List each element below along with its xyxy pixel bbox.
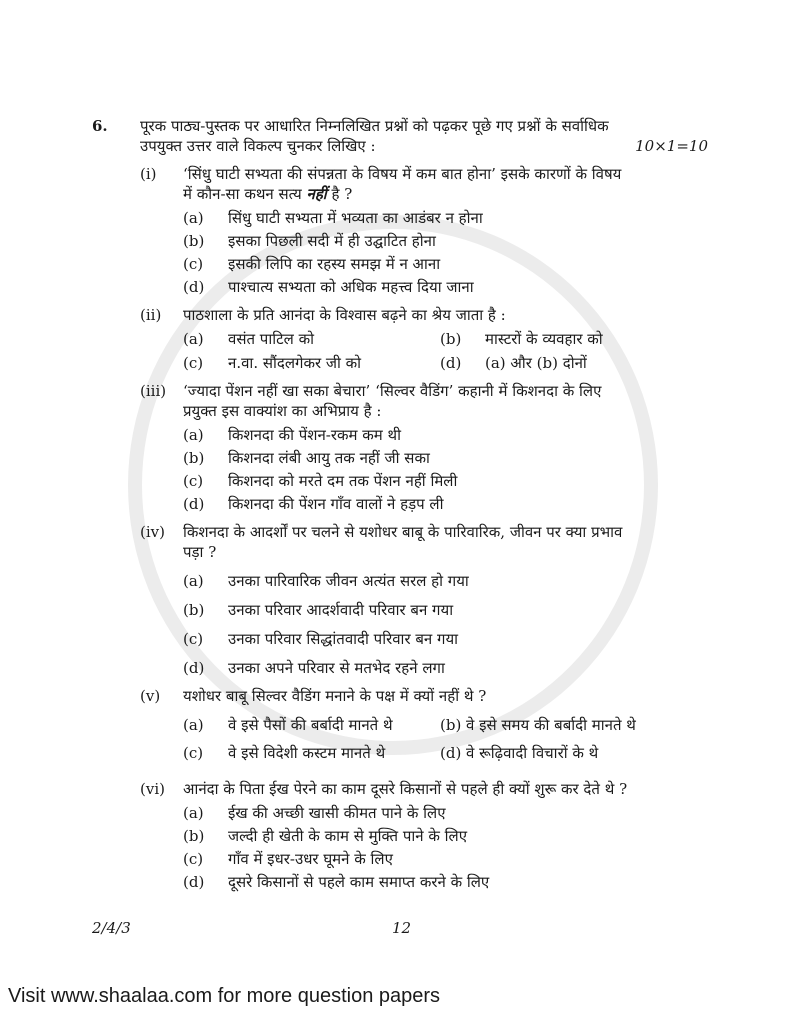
option-label: (b) [183,449,205,467]
sub-number: (i) [140,165,157,183]
option-label: (b) [183,827,205,845]
question-6 [92,116,708,892]
option-text: उनका अपने परिवार से मतभेद रहने लगा [228,659,445,677]
option [183,254,708,274]
option [440,329,708,349]
option-text: सिंधु घाटी सभ्यता में भव्यता का आडंबर न होना [228,209,483,227]
option [183,425,708,445]
sub-text: ‘सिंधु घाटी सभ्यता की संपन्नता के विषय में कम बात होना’ इसके कारणों के विषय [183,165,622,183]
option-text: किशनदा लंबी आयु तक नहीं जी सका [228,449,430,467]
option-label: (d) [183,495,205,513]
question-text-line1: पूरक पाठ्य-पुस्तक पर आधारित निम्नलिखित प्रश्नों को पढ़कर पूछे गए प्रश्नों के सर्वाधिक [140,117,609,135]
option [183,571,708,591]
option [440,353,708,373]
option-text: मास्टरों के व्यवहार को [485,330,603,348]
option-label: (d) [440,744,462,762]
option [183,629,708,649]
option-label: (b) [183,601,205,619]
option [183,826,708,846]
option-text: उनका पारिवारिक जीवन अत्यंत सरल हो गया [228,572,469,590]
option [183,715,440,735]
sub-text: में कौन-सा कथन सत्य नहीं है ? [183,185,353,203]
sub-text: पाठशाला के प्रति आनंदा के विश्वास बढ़ने का श्रेय जाता है : [183,306,506,324]
option [183,658,708,678]
option-text: वे इसे पैसों की बर्बादी मानते थे [228,716,393,734]
option [183,329,440,349]
option-label: (d) [183,873,205,891]
sub-text: किशनदा के आदर्शों पर चलने से यशोधर बाबू के पारिवारिक, जीवन पर क्या प्रभाव [183,523,623,541]
sub-number: (v) [140,687,161,705]
option-label: (c) [183,354,204,372]
option [183,743,440,763]
option-text: इसकी लिपि का रहस्य समझ में न आना [228,255,441,273]
option-text: जल्दी ही खेती के काम से मुक्ति पाने के लिए [228,827,467,845]
visit-link[interactable]: Visit www.shaalaa.com for more question papers [8,985,441,1007]
sub-question-iv [140,522,708,678]
option-text: उनका परिवार सिद्धांतवादी परिवार बन गया [228,630,459,648]
sub-question-ii [140,305,708,373]
option-label: (b) [183,232,205,250]
sub-text: पड़ा ? [183,543,217,561]
option [183,803,708,823]
option-text: उनका परिवार आदर्शवादी परिवार बन गया [228,601,454,619]
option [183,277,708,297]
option-label: (b) [440,330,462,348]
option-text: ईख की अच्छी खासी कीमत पाने के लिए [228,804,446,822]
sub-text: आनंदा के पिता ईख पेरने का काम दूसरे किसानों से पहले ही क्यों शुरू कर देते थे ? [183,780,628,798]
option [183,208,708,228]
option-text: गाँव में इधर-उधर घूमने के लिए [228,850,393,868]
option-label: (a) [183,209,204,227]
question-number: 6. [92,117,108,135]
option [183,471,708,491]
option [183,494,708,514]
option-label: (c) [183,255,204,273]
option-label: (b) [440,716,462,734]
option-text: किशनदा की पेंशन-रकम कम थी [228,426,401,444]
option-text: वे रूढ़िवादी विचारों के थे [466,744,599,762]
option-text: वे इसे विदेशी कस्टम मानते थे [228,744,386,762]
option-label: (a) [183,804,204,822]
option [183,872,708,892]
page-number: 12 [392,919,412,937]
option-label: (d) [440,354,462,372]
option-label: (a) [183,426,204,444]
option [183,353,440,373]
option-label: (d) [183,278,205,296]
option-label: (d) [183,659,205,677]
option-text: पाश्चात्य सभ्यता को अधिक महत्त्व दिया जाना [228,278,474,296]
option-label: (c) [183,850,204,868]
option [440,743,708,763]
sub-number: (ii) [140,306,162,324]
option [183,849,708,869]
sub-text: यशोधर बाबू सिल्वर वैडिंग मनाने के पक्ष में क्यों नहीं थे ? [183,687,487,705]
option-text: न.वा. सौंदलगेकर जी को [228,354,362,372]
sub-text: प्रयुक्त इस वाक्यांश का अभिप्राय है : [183,402,382,420]
sub-number: (iv) [140,523,165,541]
option-label: (a) [183,716,204,734]
question-text-line2: उपयुक्त उत्तर वाले विकल्प चुनकर लिखिए : [140,137,376,155]
page-footer [92,918,708,938]
sub-number: (iii) [140,382,167,400]
option-text: इसका पिछली सदी में ही उद्घाटित होना [228,232,436,250]
sub-number: (vi) [140,780,165,798]
question-marks: 10×1=10 [635,137,708,155]
sub-question-vi [140,779,708,892]
option-label: (c) [183,744,204,762]
option-label: (a) [183,572,204,590]
sub-question-i [140,164,708,297]
option [183,231,708,251]
option [183,600,708,620]
option-text: किशनदा को मरते दम तक पेंशन नहीं मिली [228,472,458,490]
option-text: किशनदा की पेंशन गाँव वालों ने हड़प ली [228,495,444,513]
option-text: दूसरे किसानों से पहले काम समाप्त करने के लिए [228,873,490,891]
sub-question-iii [140,381,708,514]
option-text: वसंत पाटिल को [228,330,314,348]
sub-question-v [140,686,708,763]
option-text: (a) और (b) दोनों [485,354,587,372]
option-label: (c) [183,630,204,648]
paper-code: 2/4/3 [92,919,131,937]
option-label: (a) [183,330,204,348]
sub-text: ‘ज्यादा पेंशन नहीं खा सका बेचारा’ ‘सिल्वर वैडिंग’ कहानी में किशनदा के लिए [183,382,602,400]
option [183,448,708,468]
option-label: (c) [183,472,204,490]
option [440,715,708,735]
option-text: वे इसे समय की बर्बादी मानते थे [466,716,636,734]
